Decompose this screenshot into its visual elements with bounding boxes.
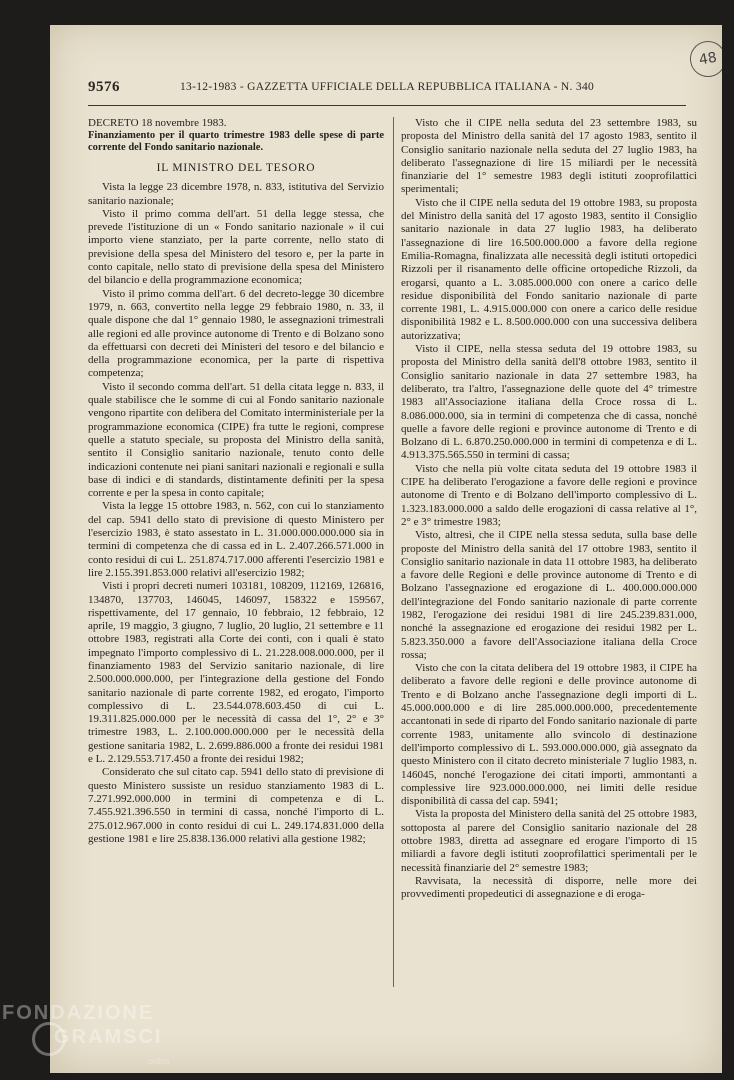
paragraph: Visto il primo comma dell'art. 51 della legge stessa, che prevede l'istituzione di un « Fondo sanitario nazionale » il cui importo viene stanziato, per la parte corrente, nello stato di previsione della spesa del Ministero del tesoro e, per la parte in conto capitale, nello stato di previsione della spesa del Ministero del bilancio e della programmazione economica; bbox=[88, 207, 384, 287]
watermark-line-3: onlus bbox=[148, 1056, 170, 1066]
paragraph: Visto il secondo comma dell'art. 51 della citata legge n. 833, il quale stabilisce che le somme di cui al Fondo sanitario nazionale vengono ripartite con delibera del Comitato interministeriale per la programmazione economica (CIPE) fra tutte le regioni, comprese quelle a statuto speciale, su proposta del Ministro della sanità, sentito il Consiglio sanitario nazionale, tenuto conto delle indicazioni contenute nei piani sanitari nazionali e regionali e sulla base di indici e di standards, distintamente definiti per la spesa corrente e per la spesa in conto capitale; bbox=[88, 380, 384, 500]
paragraph: Visto, altresì, che il CIPE nella stessa seduta, sulla base delle proposte del Ministro della sanità del 17 ottobre 1983, sentito il Consiglio sanitario nazionale in data 11 ottobre 1983, ha deliberato a favore delle Regioni e delle province autonome di Trento e di Bolzano l'assegnazione ed erogazione di L. 400.000.000.000 dell'integrazione del Fondo sanitario nazionale di parte corrente 1982, l'erogazione dei residui 1981 di lire 245.239.831.000, nonché la assegnazione ed erogazione dei residui 1982 per L. 5.823.350.000 a favore dell'Associazione italiana della Croce rossa; bbox=[401, 529, 697, 661]
left-column bbox=[88, 117, 384, 846]
paragraph: Vista la legge 15 ottobre 1983, n. 562, con cui lo stanziamento del cap. 5941 dello stato di previsione di questo Ministero per l'esercizio 1983, è stato assestato in L. 31.000.000.000.000 sia in termini di competenza che di cassa ed in L. 2.407.266.571.000 in conto residui di cui L. 251.874.717.000 afferenti l'esercizio 1981 e lire 2.155.391.853.000 relativi all'esercizio 1982; bbox=[88, 500, 384, 579]
archive-watermark bbox=[2, 1000, 182, 1076]
header-rule bbox=[88, 105, 686, 106]
paragraph: Visto che il CIPE nella seduta del 19 ottobre 1983, su proposta del Ministro della sanità del 17 agosto 1983, sentito il Consiglio sanitario nazionale in data 27 luglio 1983, ha deliberato l'assegnazione di lire 16.500.000.000 a favore della regione Emilia-Romagna, finalizzata alle necessità degli istituti ortopedici Rizzoli per il risanamento delle officine ortopediche Rizzoli, da erogarsi, quanto a L. 3.085.000.000 con onere a carico delle residue disponibilità del Fondo sanitario nazionale di parte corrente 1981, L. 4.915.000.000 con onere a carico delle residue disponibilità 1982 e L. 8.500.000.000 con una successiva delibera autorizzativa; bbox=[401, 196, 697, 342]
issuing-authority: IL MINISTRO DEL TESORO bbox=[156, 162, 316, 174]
paragraph: Visto il primo comma dell'art. 6 del decreto-legge 30 dicembre 1979, n. 663, convertito nella legge 29 febbraio 1980, n. 33, il quale dispone che dal 1° gennaio 1980, le assegnazioni trimestrali alle regioni ed alle province autonome di Trento e di Bolzano sono da effettuarsi con decreti dei Ministeri del tesoro e del bilancio e della programmazione economica, per la parte di rispettiva competenza; bbox=[88, 287, 384, 380]
watermark-line-2: GRAMSCI bbox=[54, 1026, 163, 1048]
paragraph: Ravvisata, la necessità di disporre, nelle more dei provvedimenti propedeutici di assegnazione e di eroga- bbox=[401, 874, 697, 901]
paragraph: Visto che il CIPE nella seduta del 23 settembre 1983, su proposta del Ministro della sanità del 17 agosto 1983, sentito il Consiglio sanitario nazionale nella seduta del 27 luglio 1983, ha deliberato l'assegnazione di lire 15 miliardi per le necessità finanziarie del 1° semestre 1983 degli istituti zooprofilattici sperimentali; bbox=[401, 117, 697, 196]
decree-title: DECRETO 18 novembre 1983. bbox=[88, 117, 227, 129]
column-divider bbox=[393, 117, 394, 987]
right-column bbox=[401, 117, 697, 902]
decree-subtitle: Finanziamento per il quarto trimestre 1983 delle spese di parte corrente del Fondo sanitario nazionale. bbox=[88, 130, 384, 153]
gazette-page bbox=[50, 25, 722, 1073]
paragraph: Visto che nella più volte citata seduta del 19 ottobre 1983 il CIPE ha deliberato l'erogazione a favore delle regioni e province autonome di Trento e di Bolzano dell'importo complessivo di L. 1.323.183.000.000 a saldo delle erogazioni di cassa relative al 1°, 2° e 3° trimestre 1983; bbox=[401, 462, 697, 528]
page-header bbox=[88, 79, 688, 101]
watermark-line-1: FONDAZIONE bbox=[2, 1002, 155, 1024]
paragraph: Vista la proposta del Ministero della sanità del 25 ottobre 1983, sottoposta al parere del Consiglio sanitario nazionale del 28 ottobre 1983, diretta ad assegnare ed erogare l'importo di 15 miliardi a favore degli istituti zooprofilattici sperimentali per le necessità finanziarie del 2° semestre 1983; bbox=[401, 808, 697, 874]
paragraph: Vista la legge 23 dicembre 1978, n. 833, istitutiva del Servizio sanitario nazionale; bbox=[88, 181, 384, 207]
paragraph: Visti i propri decreti numeri 103181, 108209, 112169, 126816, 134870, 137703, 146045, 146097, 158322 e 159567, rispettivamente, del 17 gennaio, 10 febbraio, 12 febbraio, 12 aprile, 19 maggio, 3 giugno, 7 luglio, 20 luglio, 21 settembre e 11 ottobre 1983, registrati alla Corte dei conti, con i quali è stato impegnato l'importo complessivo di L. 21.228.008.000.000, per il finanziamento 1983 del Servizio sanitario nazionale, di lire 2.500.000.000.000, per l'integrazione della gestione del Fondo sanitario nazionale di parte corrente 1982, ed erogato, l'importo complessivo di L. 23.544.078.603.450 di cui L. 19.311.825.000.000 per le necessità di cassa del 1°, 2° e 3° trimestre 1983, L. 2.100.000.000.000 per le necessità della gestione sanitaria 1982, L. 2.699.886.000 a fronte dei residui 1981 e L. 2.129.553.717.450 a fronte dei residui 1982; bbox=[88, 580, 384, 766]
paragraph: Considerato che sul citato cap. 5941 dello stato di previsione di questo Ministero sussiste un residuo stanziamento 1983 di L. 7.271.992.000.000 in termini di competenza e di L. 7.455.921.396.550 in termini di cassa, nonché l'importo di L. 275.012.967.000 in conto residui di cui L. 249.174.831.000 della gestione 1981 e lire 25.838.136.000 relativi alla gestione 1982; bbox=[88, 766, 384, 845]
page-number: 9576 bbox=[88, 79, 120, 95]
paragraph: Visto che con la citata delibera del 19 ottobre 1983, il CIPE ha deliberato a favore delle regioni e delle province autonome di Trento e di Bolzano anche l'assegnazione degli importi di L. 45.000.000.000 e di lire 285.000.000.000, precedentemente accantonati in sede di riparto del Fondo sanitario nazionale di parte corrente 1983, unitamente allo svincolo di destinazione dell'importo complessivo di L. 593.000.000.000, già assegnato da questo Ministero con il citato decreto ministeriale 7 luglio 1983, n. 146045, nonché l'erogazione dei citati importi, ammontanti a complessive lire 923.000.000.000, nei limiti delle residue disponibilità di cassa del cap. 5941; bbox=[401, 662, 697, 808]
archive-number-stamp: 48 bbox=[687, 38, 722, 80]
paragraph: Visto il CIPE, nella stessa seduta del 19 ottobre 1983, su proposta del Ministro della sanità dell'8 ottobre 1983, sentito il Consiglio sanitario nazionale in data 27 settembre 1983, ha deliberato, tra l'altro, l'assegnazione delle quote del 4° trimestre 1983 all'Associazione italiana della Croce rossa di L. 8.086.000.000, sia in termini di competenza che di cassa, nonché quelle a favore delle regioni e province autonome di Trento e di Bolzano di L. 6.870.250.000.000 in termini di competenza e di L. 4.913.375.565.550 in termini di cassa; bbox=[401, 343, 697, 462]
running-head: 13-12-1983 - GAZZETTA UFFICIALE DELLA REPUBBLICA ITALIANA - N. 340 bbox=[180, 81, 595, 93]
